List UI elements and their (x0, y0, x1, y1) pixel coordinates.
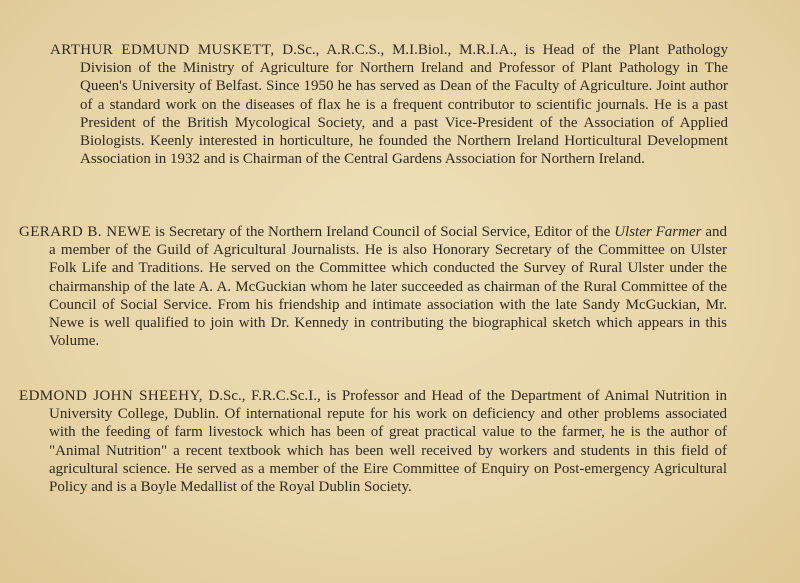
bio-text: D.Sc., F.R.C.Sc.I., is Professor and Head of the Department of Animal Nutrition in University College, Dublin. Of international repute for his work on deficiency and other problems associated with the feeding of farm livestock which has been of great practical value to the farmer, he is the author of "Animal Nutrition" a recent textbook which has been well received by workers and students in this field of agricultural science. He served as a member of the Eire Committee of Enquiry on Post-emergency Agricultural Policy and is a Boyle Medallist of the Royal Dublin Society. (49, 388, 728, 496)
bio-paragraph-sheehy (19, 387, 727, 496)
bio-text: is Secretary of the Northern Ireland Council of Social Service, Editor of the (151, 224, 615, 240)
bio-name: EDMOND JOHN SHEEHY, (19, 388, 203, 404)
bio-name: GERARD B. NEWE (19, 224, 152, 240)
journal-title: Ulster Farmer (614, 224, 702, 240)
bio-text: D.Sc., A.R.C.S., M.I.Biol., M.R.I.A., is Head of the Plant Pathology Division of the Ministry of Agriculture for Northern Ireland and Professor of Plant Pathology in The Queen's University of Belfast. Since 1950 he has served as Dean of the Faculty of Agriculture. Joint author of a standard work on the diseases of flax he is a frequent contributor to scientific journals. He is a past President of the British Mycological Society, and a past Vice-President of the Association of Applied Biologists. Keenly interested in horticulture, he founded the Northern Ireland Horticultural Development Association in 1932 and is Chairman of the Central Gardens Association for Northern Ireland. (80, 42, 728, 168)
bio-name: ARTHUR EDMUND MUSKETT, (50, 42, 275, 58)
bio-paragraph-newe (19, 223, 727, 350)
bio-paragraph-muskett (50, 41, 728, 168)
bio-text: and a member of the Guild of Agricultural Journalists. He is also Honorary Secretary of the Committee on Ulster Folk Life and Traditions. He served on the Committee which conducted the Survey of Rural Ulster under the chairmanship of the late A. A. McGuckian whom he later succeeded as chairman of the Rural Committee of the Council of Social Service. From his friendship and intimate association with the late Sandy McGuckian, Mr. Newe is well qualified to join with Dr. Kennedy in contributing the biographical sketch which appears in this Volume. (49, 224, 728, 350)
